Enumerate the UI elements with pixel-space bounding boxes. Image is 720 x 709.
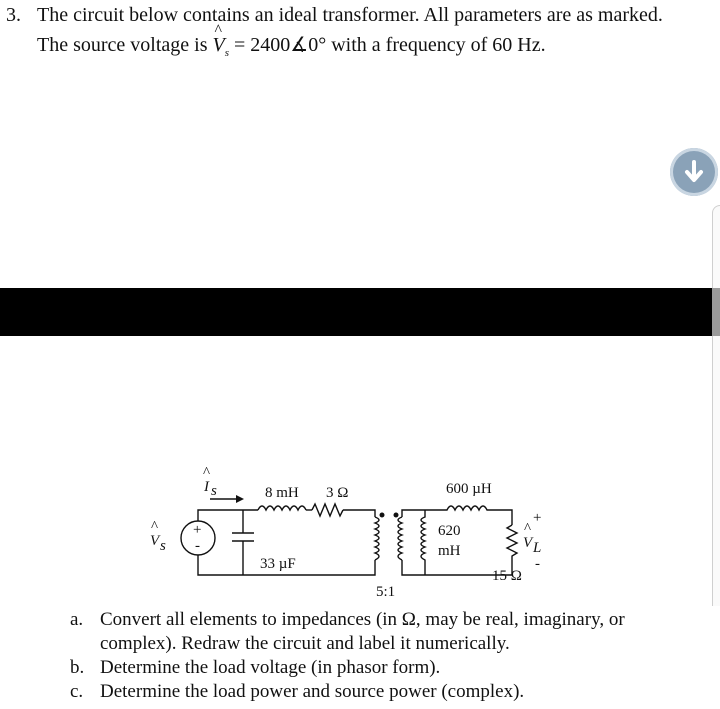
line2-prefix: The source voltage is bbox=[37, 34, 208, 56]
transformer-secondary bbox=[398, 517, 402, 560]
resistor-3ohm-symbol bbox=[312, 504, 343, 516]
inductor2-value-label: 620 bbox=[438, 523, 461, 539]
source-sub: s bbox=[160, 538, 166, 554]
svg-text:^: ^ bbox=[203, 465, 211, 481]
source-label: V bbox=[150, 533, 160, 549]
redaction-bar bbox=[0, 288, 720, 336]
arrow-down-circle-icon bbox=[670, 148, 718, 196]
load-minus: - bbox=[535, 556, 540, 572]
inductor2-unit-label: mH bbox=[438, 543, 461, 559]
source-voltage-sub: s bbox=[224, 47, 229, 59]
primary-dot bbox=[380, 513, 385, 518]
problem-number: 3. bbox=[6, 4, 21, 26]
part-b-letter: b. bbox=[70, 657, 85, 678]
svg-text:^: ^ bbox=[151, 519, 159, 535]
source-voltage-equals: = 2400 bbox=[234, 34, 291, 56]
angle-symbol: ∡ bbox=[290, 34, 309, 56]
svg-text:^: ^ bbox=[524, 521, 532, 537]
source-voltage-symbol: ^ V bbox=[213, 34, 225, 57]
secondary-dot bbox=[394, 513, 399, 518]
load-plus: + bbox=[533, 510, 542, 526]
current-label: I bbox=[204, 479, 209, 495]
part-c-line1: Determine the load power and source power (complex). bbox=[100, 681, 525, 702]
capacitor-label: 33 µF bbox=[260, 556, 296, 572]
current-sub: s bbox=[211, 483, 217, 499]
inductor-620mh-symbol bbox=[421, 510, 425, 575]
angle-value: 0° bbox=[308, 34, 327, 56]
inductor-8mh-symbol bbox=[258, 506, 306, 510]
resistor1-label: 3 Ω bbox=[326, 485, 349, 501]
wire-to-primary bbox=[343, 510, 375, 517]
problem-line-1: The circuit below contains an ideal transformer. All parameters are as marked. bbox=[37, 4, 663, 26]
load-sub: L bbox=[533, 540, 542, 556]
capacitor-symbol bbox=[232, 510, 254, 575]
part-a-line2: complex). Redraw the circuit and label it numerically. bbox=[100, 633, 510, 654]
part-a-line1: Convert all elements to impedances (in Ω, may be real, imaginary, or bbox=[100, 609, 625, 630]
source-minus: - bbox=[195, 538, 200, 554]
part-a-letter: a. bbox=[70, 609, 84, 630]
circuit-diagram bbox=[140, 465, 560, 605]
inductor3-label: 600 µH bbox=[446, 481, 492, 497]
turns-ratio-label: 5:1 bbox=[376, 584, 396, 600]
transformer-primary bbox=[375, 517, 379, 560]
load-label: V bbox=[523, 535, 533, 551]
line2-suffix: with a frequency of 60 Hz. bbox=[331, 34, 546, 56]
inductor1-label: 8 mH bbox=[265, 485, 299, 501]
scroll-down-button[interactable] bbox=[670, 148, 718, 196]
side-panel-edge bbox=[712, 205, 720, 606]
part-c-letter: c. bbox=[70, 681, 84, 702]
scrollbar-sliver[interactable] bbox=[712, 288, 720, 336]
resistor2-label: 15 Ω bbox=[492, 568, 522, 584]
source-plus: + bbox=[193, 522, 202, 538]
part-b-line1: Determine the load voltage (in phasor form). bbox=[100, 657, 441, 678]
problem-line-2 bbox=[37, 32, 546, 59]
wire-top-left bbox=[198, 510, 258, 521]
